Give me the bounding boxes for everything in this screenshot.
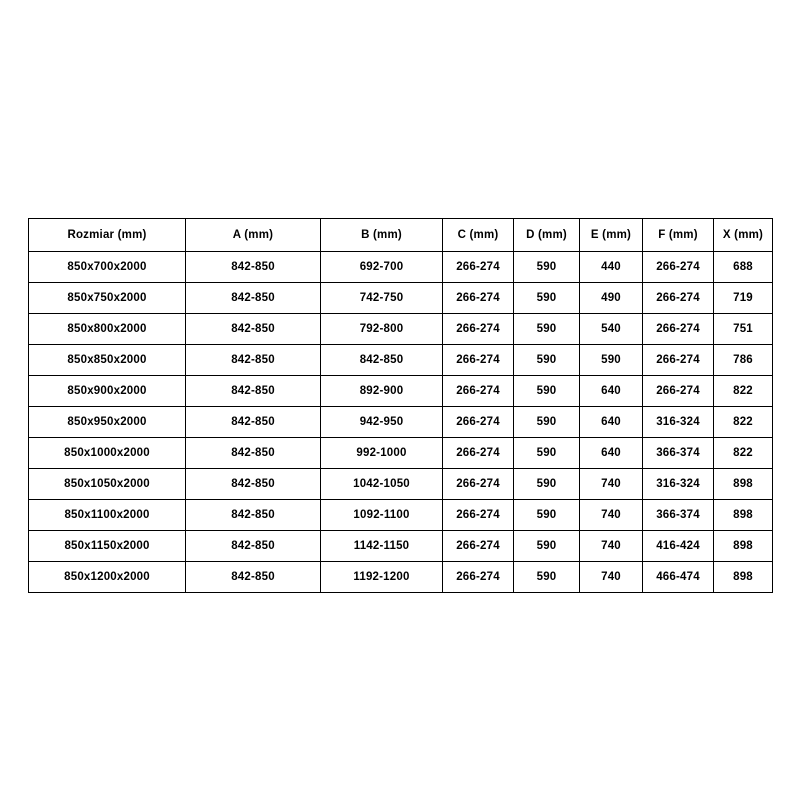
cell-size: 850x1150x2000 (29, 531, 186, 562)
table-row (29, 469, 773, 500)
table-row (29, 407, 773, 438)
cell-e: 740 (580, 469, 643, 500)
cell-f: 266-274 (643, 252, 714, 283)
cell-size: 850x1200x2000 (29, 562, 186, 593)
cell-x: 822 (714, 407, 773, 438)
cell-b: 742-750 (321, 283, 443, 314)
cell-f: 366-374 (643, 500, 714, 531)
table-row (29, 314, 773, 345)
cell-size: 850x1050x2000 (29, 469, 186, 500)
cell-x: 898 (714, 500, 773, 531)
cell-b: 1092-1100 (321, 500, 443, 531)
cell-f: 266-274 (643, 376, 714, 407)
cell-c: 266-274 (443, 345, 514, 376)
cell-f: 316-324 (643, 469, 714, 500)
cell-b: 1192-1200 (321, 562, 443, 593)
cell-c: 266-274 (443, 438, 514, 469)
cell-a: 842-850 (186, 376, 321, 407)
cell-f: 366-374 (643, 438, 714, 469)
cell-d: 590 (514, 314, 580, 345)
cell-size: 850x1100x2000 (29, 500, 186, 531)
cell-f: 466-474 (643, 562, 714, 593)
cell-size: 850x850x2000 (29, 345, 186, 376)
cell-f: 316-324 (643, 407, 714, 438)
cell-a: 842-850 (186, 562, 321, 593)
cell-c: 266-274 (443, 500, 514, 531)
cell-c: 266-274 (443, 531, 514, 562)
table-row (29, 531, 773, 562)
table-row (29, 438, 773, 469)
cell-a: 842-850 (186, 345, 321, 376)
cell-x: 898 (714, 562, 773, 593)
cell-f: 416-424 (643, 531, 714, 562)
cell-size: 850x800x2000 (29, 314, 186, 345)
cell-f: 266-274 (643, 345, 714, 376)
cell-d: 590 (514, 283, 580, 314)
table-row (29, 345, 773, 376)
cell-f: 266-274 (643, 314, 714, 345)
table-row (29, 252, 773, 283)
cell-x: 898 (714, 469, 773, 500)
cell-e: 440 (580, 252, 643, 283)
cell-size: 850x950x2000 (29, 407, 186, 438)
cell-e: 640 (580, 438, 643, 469)
cell-size: 850x750x2000 (29, 283, 186, 314)
cell-d: 590 (514, 562, 580, 593)
cell-e: 740 (580, 531, 643, 562)
cell-a: 842-850 (186, 531, 321, 562)
cell-x: 898 (714, 531, 773, 562)
column-header-f: F (mm) (643, 219, 714, 252)
cell-a: 842-850 (186, 500, 321, 531)
cell-b: 942-950 (321, 407, 443, 438)
cell-b: 992-1000 (321, 438, 443, 469)
table-header-row (29, 219, 773, 252)
cell-d: 590 (514, 345, 580, 376)
cell-e: 740 (580, 562, 643, 593)
cell-b: 892-900 (321, 376, 443, 407)
column-header-size: Rozmiar (mm) (29, 219, 186, 252)
table-row (29, 500, 773, 531)
cell-a: 842-850 (186, 252, 321, 283)
cell-a: 842-850 (186, 438, 321, 469)
cell-a: 842-850 (186, 407, 321, 438)
column-header-a: A (mm) (186, 219, 321, 252)
cell-d: 590 (514, 531, 580, 562)
cell-x: 688 (714, 252, 773, 283)
cell-e: 540 (580, 314, 643, 345)
cell-d: 590 (514, 252, 580, 283)
column-header-c: C (mm) (443, 219, 514, 252)
cell-d: 590 (514, 469, 580, 500)
cell-c: 266-274 (443, 314, 514, 345)
column-header-e: E (mm) (580, 219, 643, 252)
cell-x: 786 (714, 345, 773, 376)
cell-a: 842-850 (186, 314, 321, 345)
cell-c: 266-274 (443, 469, 514, 500)
cell-f: 266-274 (643, 283, 714, 314)
cell-e: 490 (580, 283, 643, 314)
column-header-d: D (mm) (514, 219, 580, 252)
cell-d: 590 (514, 376, 580, 407)
cell-c: 266-274 (443, 376, 514, 407)
cell-b: 792-800 (321, 314, 443, 345)
cell-c: 266-274 (443, 252, 514, 283)
cell-x: 822 (714, 376, 773, 407)
cell-b: 1042-1050 (321, 469, 443, 500)
cell-size: 850x900x2000 (29, 376, 186, 407)
cell-b: 692-700 (321, 252, 443, 283)
table-row (29, 376, 773, 407)
cell-d: 590 (514, 438, 580, 469)
cell-a: 842-850 (186, 283, 321, 314)
cell-a: 842-850 (186, 469, 321, 500)
cell-x: 822 (714, 438, 773, 469)
cell-x: 719 (714, 283, 773, 314)
cell-c: 266-274 (443, 283, 514, 314)
cell-b: 842-850 (321, 345, 443, 376)
cell-c: 266-274 (443, 407, 514, 438)
cell-size: 850x1000x2000 (29, 438, 186, 469)
cell-e: 740 (580, 500, 643, 531)
cell-e: 590 (580, 345, 643, 376)
cell-c: 266-274 (443, 562, 514, 593)
column-header-b: B (mm) (321, 219, 443, 252)
cell-size: 850x700x2000 (29, 252, 186, 283)
cell-x: 751 (714, 314, 773, 345)
cell-e: 640 (580, 376, 643, 407)
cell-b: 1142-1150 (321, 531, 443, 562)
dimensions-table (28, 218, 773, 593)
cell-d: 590 (514, 407, 580, 438)
table-row (29, 283, 773, 314)
column-header-x: X (mm) (714, 219, 773, 252)
cell-e: 640 (580, 407, 643, 438)
table-row (29, 562, 773, 593)
cell-d: 590 (514, 500, 580, 531)
